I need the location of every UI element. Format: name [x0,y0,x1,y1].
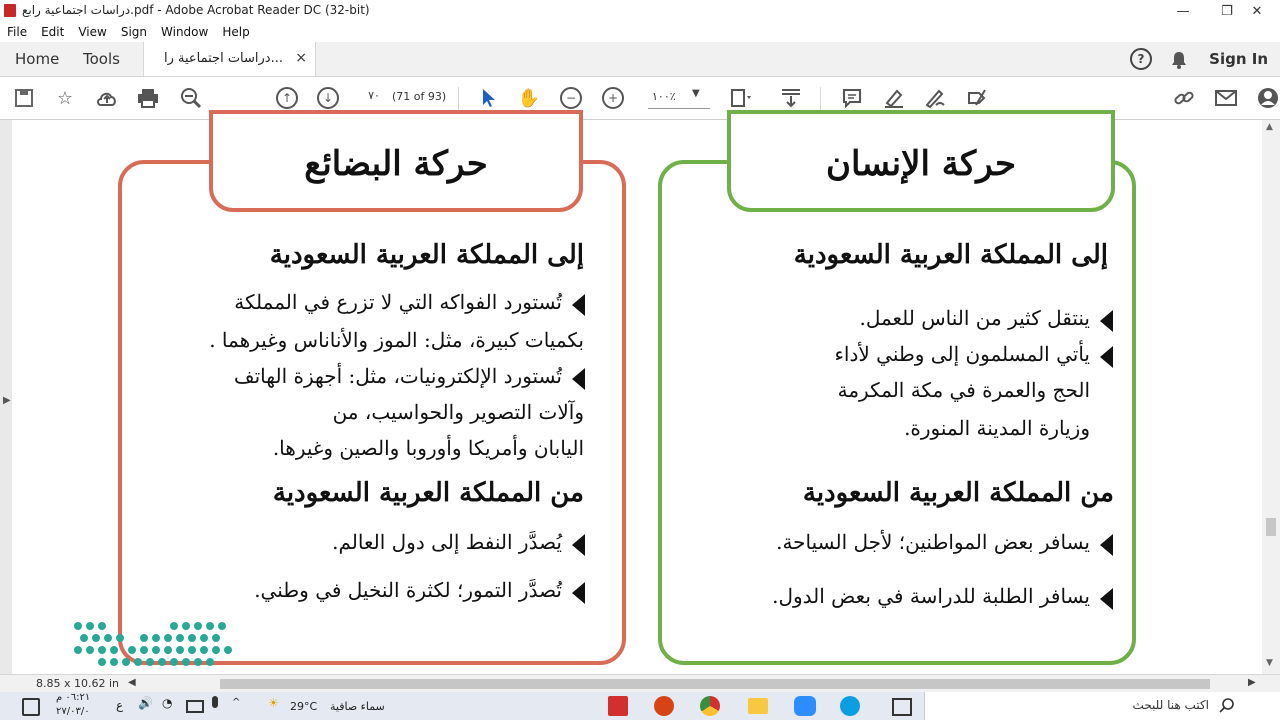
print-icon[interactable] [135,85,161,111]
human-to-line-3: الحج والعمرة في مكة المكرمة [837,378,1090,402]
logo-dot [212,634,220,642]
help-icon[interactable]: ? [1130,48,1152,70]
close-window-button[interactable]: ✕ [1251,3,1263,19]
menu-file[interactable]: File [7,25,28,39]
clock-time: ٠٦:٢١ م [56,692,91,703]
goods-movement-title: حركة البضائع [304,144,488,184]
zoom-taskbar-icon[interactable] [794,696,816,716]
minus-icon: − [560,87,582,109]
logo-dot [182,622,190,630]
toolbar-divider [820,87,821,111]
logo-dot [146,658,154,666]
email-icon[interactable] [1213,85,1239,111]
logo-dot [188,634,196,642]
tab-tools[interactable]: Tools [83,50,120,68]
logo-dot [80,634,88,642]
sign-in-button[interactable]: Sign In [1209,50,1268,68]
logo-dot [74,622,82,630]
logo-dot [152,634,160,642]
bullet-arrow-icon [1100,534,1113,556]
vertical-scrollbar[interactable] [1262,120,1280,674]
battery-icon[interactable] [186,700,204,713]
scroll-down-arrow-icon[interactable]: ▼ [1266,658,1273,668]
restore-button[interactable]: ❐ [1221,3,1233,19]
weather-desc[interactable]: سماء صافية [330,700,385,713]
bullet-arrow-icon [572,368,585,390]
goods-to-saudi-heading: إلى المملكة العربية السعودية [269,240,584,270]
document-tab-label: دراسات اجتماعية را... [163,51,283,66]
taskbar-search-box[interactable] [924,692,1280,720]
logo-dot [140,634,148,642]
hand-tool-icon[interactable]: ✋ [517,87,541,109]
logo-dot [98,622,106,630]
human-from-line-1: يسافر بعض المواطنين؛ لأجل السياحة. [776,530,1090,554]
logo-dot [200,646,208,654]
arrow-up-icon: ↑ [276,87,298,109]
logo-dot [86,622,94,630]
window-title-bar [0,0,1280,22]
toolbar-divider [458,87,459,111]
tab-home[interactable]: Home [15,50,60,68]
human-from-line-2: يسافر الطلبة للدراسة في بعض الدول. [772,584,1090,608]
fill-sign-icon[interactable] [964,85,990,111]
logo-dot [188,646,196,654]
scroll-left-arrow-icon[interactable]: ◀ [128,677,136,688]
goods-to-line-1: تُستورد الفواكه التي لا تزرع في المملكة [234,290,562,314]
logo-dot [128,646,136,654]
human-movement-header [727,110,1115,212]
weather-sun-icon: ☀ [268,696,279,710]
page-size-readout: 8.85 x 10.62 in [36,677,120,690]
chrome-taskbar-icon[interactable] [700,696,720,716]
logo-dot [200,634,208,642]
plus-icon: + [602,87,624,109]
goods-to-line-2: بكميات كبيرة، مثل: الموز والأناناس وغيرهما . [209,328,584,352]
logo-dot [164,646,172,654]
window-title: دراسات اجتماعية رابع.pdf - Adobe Acrobat Reader DC (32-bit) [22,3,370,17]
logo-dot [206,622,214,630]
logo-dot [134,658,142,666]
tab-bar [0,42,1280,77]
scrollbar-thumb[interactable] [1266,518,1276,536]
goods-to-line-5: اليابان وأمريكا وأوروبا والصين وغيرها. [272,436,584,460]
clock-date: ٢٧/٠٣/٠ [56,706,90,717]
file-explorer-taskbar-icon[interactable] [748,698,768,714]
zoom-in-button[interactable] [600,85,626,111]
menu-bar [0,22,1280,42]
chevron-down-icon: ▼ [692,88,700,99]
wifi-icon[interactable]: ◔ [162,696,173,710]
highlight-pen-icon[interactable] [881,85,907,111]
logo-dot [116,634,124,642]
logo-dot [140,646,148,654]
search-icon [1219,697,1235,713]
bullet-arrow-icon [1100,588,1113,610]
logo-dot [176,646,184,654]
tab-document[interactable] [143,42,316,76]
notifications-icon[interactable] [22,698,40,716]
volume-icon[interactable]: 🔊 [138,696,153,710]
find-zoom-icon[interactable] [178,85,204,111]
upload-cloud-icon[interactable] [94,85,120,111]
goods-to-line-3: تُستورد الإلكترونيات، مثل: أجهزة الهاتف [233,364,562,388]
logo-dot [212,646,220,654]
menu-view[interactable]: View [78,25,107,39]
logo-dot [194,658,202,666]
bullet-arrow-icon [1100,346,1113,368]
status-bar [0,674,1280,693]
menu-help[interactable]: Help [222,25,250,39]
share-link-icon[interactable] [1171,85,1197,111]
microphone-icon[interactable] [212,696,218,708]
scroll-mode-icon[interactable] [778,85,804,111]
logo-dot [218,622,226,630]
logo-dot [170,622,178,630]
record-app-taskbar-icon[interactable] [654,696,674,716]
input-language[interactable]: ع [116,698,124,712]
expand-panel-arrow-icon[interactable]: ▶ [3,395,11,406]
human-movement-title: حركة الإنسان [826,144,1016,184]
goods-from-line-1: يُصدَّر النفط إلى دول العالم. [332,530,562,554]
zoom-out-button[interactable] [558,85,584,111]
os-taskbar [0,692,1280,720]
goods-from-saudi-heading: من المملكة العربية السعودية [272,478,584,508]
logo-dot [164,634,172,642]
page-number-input[interactable]: ٧٠ [368,89,380,102]
next-page-button[interactable] [315,85,341,111]
logo-dot [194,622,202,630]
comment-icon[interactable] [839,85,865,111]
vision-logo-dots [70,620,230,672]
menu-edit[interactable]: Edit [41,25,65,39]
acrobat-app-icon [4,4,16,17]
human-from-saudi-heading: من المملكة العربية السعودية [802,478,1114,508]
human-to-line-2: يأتي المسلمون إلى وطني لأداء [834,342,1090,366]
previous-page-button[interactable] [274,85,300,111]
edge-taskbar-icon[interactable] [840,696,860,716]
arrow-down-icon: ↓ [317,87,339,109]
draw-sign-icon[interactable] [922,85,948,111]
horizontal-scrollbar-thumb[interactable] [220,679,1210,689]
search-placeholder: اكتب هنا للبحث [1132,698,1209,712]
bookmark-star-icon[interactable]: ☆ [56,87,74,109]
scroll-up-arrow-icon[interactable]: ▲ [1266,122,1273,132]
bullet-arrow-icon [572,294,585,316]
logo-dot [170,658,178,666]
zoom-level-value: ١٠٠٪ [652,90,676,103]
logo-dot [110,658,118,666]
logo-dot [158,658,166,666]
zoom-level-select[interactable] [648,86,710,109]
user-account-icon[interactable] [1255,85,1280,111]
logo-dot [74,646,82,654]
logo-dot [182,658,190,666]
save-icon[interactable] [11,85,37,111]
logo-dot [104,634,112,642]
logo-dot [98,646,106,654]
bullet-arrow-icon [1100,310,1113,332]
menu-window[interactable]: Window [161,25,209,39]
goods-from-line-2: تُصدَّر التمور؛ لكثرة النخيل في وطني. [254,578,562,602]
page-fit-icon[interactable] [728,85,754,111]
close-tab-button[interactable]: × [295,50,307,66]
minimize-button[interactable]: — [1176,3,1190,19]
human-to-line-1: ينتقل كثير من الناس للعمل. [859,306,1090,330]
acrobat-taskbar-icon[interactable] [608,696,628,716]
logo-dot [152,646,160,654]
logo-dot [98,658,106,666]
logo-dot [224,646,232,654]
select-cursor-icon[interactable] [476,85,502,111]
logo-dot [92,634,100,642]
human-to-line-4: وزيارة المدينة المنورة. [904,416,1090,440]
goods-to-line-4: وآلات التصوير والحواسيب، من [332,400,584,424]
human-to-saudi-heading: إلى المملكة العربية السعودية [793,240,1108,270]
notification-bell-icon[interactable] [1170,50,1188,70]
goods-movement-header [209,110,583,212]
weather-temp[interactable]: 29°C [290,700,318,713]
bullet-arrow-icon [572,582,585,604]
menu-sign[interactable]: Sign [120,25,148,39]
logo-dot [86,646,94,654]
logo-dot [176,634,184,642]
logo-dot [110,646,118,654]
bullet-arrow-icon [572,534,585,556]
logo-dot [206,658,214,666]
logo-dot [122,658,130,666]
chevron-up-icon[interactable]: ^ [232,697,241,708]
task-view-icon[interactable] [892,698,912,716]
scroll-right-arrow-icon[interactable]: ▶ [1248,677,1256,688]
page-count: (71 of 93) [392,90,447,103]
